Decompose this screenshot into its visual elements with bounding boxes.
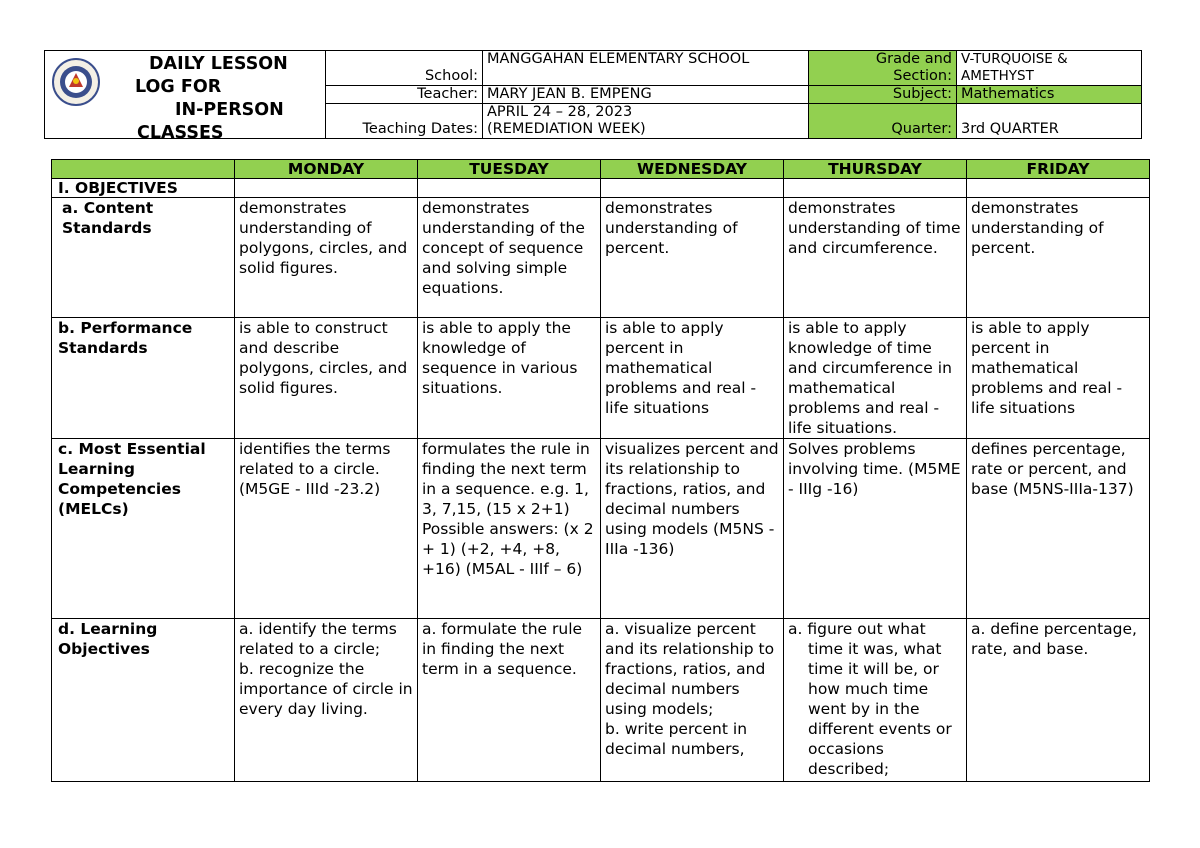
table-cell: is able to construct and describe polygons, circles, and solid figures. [235, 318, 418, 439]
corner-cell [52, 160, 235, 179]
objectives-row [52, 179, 1150, 198]
objective-item: a. identify the terms related to a circle; [239, 620, 397, 658]
objective-item: a. define percentage, rate, and base. [971, 620, 1137, 658]
teacher-label: Teacher: [326, 86, 483, 104]
table-cell: demonstrates understanding of percent. [967, 198, 1150, 318]
quarter-value: 3rd QUARTER [957, 104, 1142, 139]
performance-standards-row [52, 318, 1150, 439]
objectives-heading: I. OBJECTIVES [52, 179, 235, 198]
dates-value-line-2: (REMEDIATION WEEK) [487, 121, 646, 137]
table-cell: identifies the terms related to a circle. (M5GE - IIId -23.2) [235, 439, 418, 619]
subject-label: Subject: [809, 86, 957, 104]
school-value: MANGGAHAN ELEMENTARY SCHOOL [483, 51, 809, 86]
empty-cell [235, 179, 418, 198]
table-cell: formulates the rule in finding the next term in a sequence. e.g. 1, 3, 7,15, (15 x 2+1) Possible answers: (x 2 + 1) (+2, +4, +8, +16) (M5AL - IIIf – 6) [418, 439, 601, 619]
lesson-log-table [51, 159, 1150, 782]
quarter-label: Quarter: [809, 104, 957, 139]
dates-value-line-1: APRIL 24 – 28, 2023 [487, 104, 633, 120]
teacher-value: MARY JEAN B. EMPENG [483, 86, 809, 104]
content-standards-row [52, 198, 1150, 318]
table-cell: is able to apply knowledge of time and circumference in mathematical problems and real -life situations. [784, 318, 967, 439]
title-line-2: LOG FOR [135, 77, 222, 97]
empty-cell [967, 179, 1150, 198]
table-cell [784, 619, 967, 782]
day-header-monday: MONDAY [235, 160, 418, 179]
table-cell: demonstrates understanding of time and circumference. [784, 198, 967, 318]
title-line-3: IN-PERSON [175, 100, 284, 120]
empty-cell [784, 179, 967, 198]
title-line-1: DAILY LESSON [149, 54, 288, 74]
objective-item: b. write percent in decimal numbers, [605, 720, 748, 758]
objective-item: a. figure out what time it was, what time it will be, or how much time went by in the different events or occasions described; [788, 620, 952, 778]
empty-cell [601, 179, 784, 198]
row-label: b. Performance Standards [52, 318, 235, 439]
table-cell: is able to apply the knowledge of sequence in various situations. [418, 318, 601, 439]
objective-item: b. recognize the importance of circle in every day living. [239, 660, 413, 718]
objective-item: a. visualize percent and its relationship to fractions, ratios, and decimal numbers using models; [605, 620, 775, 718]
grade-value: V-TURQUOISE & AMETHYST [957, 51, 1142, 86]
title-block [45, 51, 326, 139]
row-label [52, 198, 235, 318]
day-header-tuesday: TUESDAY [418, 160, 601, 179]
learning-objectives-row [52, 619, 1150, 782]
dates-value [483, 104, 809, 139]
row-label: c. Most Essential Learning Competencies (MELCs) [52, 439, 235, 619]
table-cell: is able to apply percent in mathematical problems and real -life situations [967, 318, 1150, 439]
table-cell: demonstrates understanding of the concept of sequence and solving simple equations. [418, 198, 601, 318]
deped-seal-icon [51, 57, 101, 107]
melcs-row [52, 439, 1150, 619]
table-cell: demonstrates understanding of polygons, circles, and solid figures. [235, 198, 418, 318]
days-header-row [52, 160, 1150, 179]
day-header-friday: FRIDAY [967, 160, 1150, 179]
table-cell [235, 619, 418, 782]
empty-cell [418, 179, 601, 198]
school-label: School: [326, 51, 483, 86]
subject-value: Mathematics [957, 86, 1142, 104]
day-header-thursday: THURSDAY [784, 160, 967, 179]
table-cell: is able to apply percent in mathematical problems and real -life situations [601, 318, 784, 439]
table-cell: demonstrates understanding of percent. [601, 198, 784, 318]
day-header-wednesday: WEDNESDAY [601, 160, 784, 179]
objective-item: a. formulate the rule in finding the next term in a sequence. [422, 620, 583, 678]
table-cell [967, 619, 1150, 782]
row-label: d. Learning Objectives [52, 619, 235, 782]
table-cell [601, 619, 784, 782]
dates-label: Teaching Dates: [326, 104, 483, 139]
row-label-text: a. Content Standards [62, 199, 154, 237]
table-cell: defines percentage, rate or percent, and base (M5NS-IIIa-137) [967, 439, 1150, 619]
grade-label: Grade and Section: [809, 51, 957, 86]
table-cell: visualizes percent and its relationship to fractions, ratios, and decimal numbers using models (M5NS - IIIa -136) [601, 439, 784, 619]
header-table [44, 50, 1142, 139]
title-line-4: CLASSES [137, 123, 224, 139]
table-cell: Solves problems involving time. (M5ME - IIIg -16) [784, 439, 967, 619]
table-cell [418, 619, 601, 782]
